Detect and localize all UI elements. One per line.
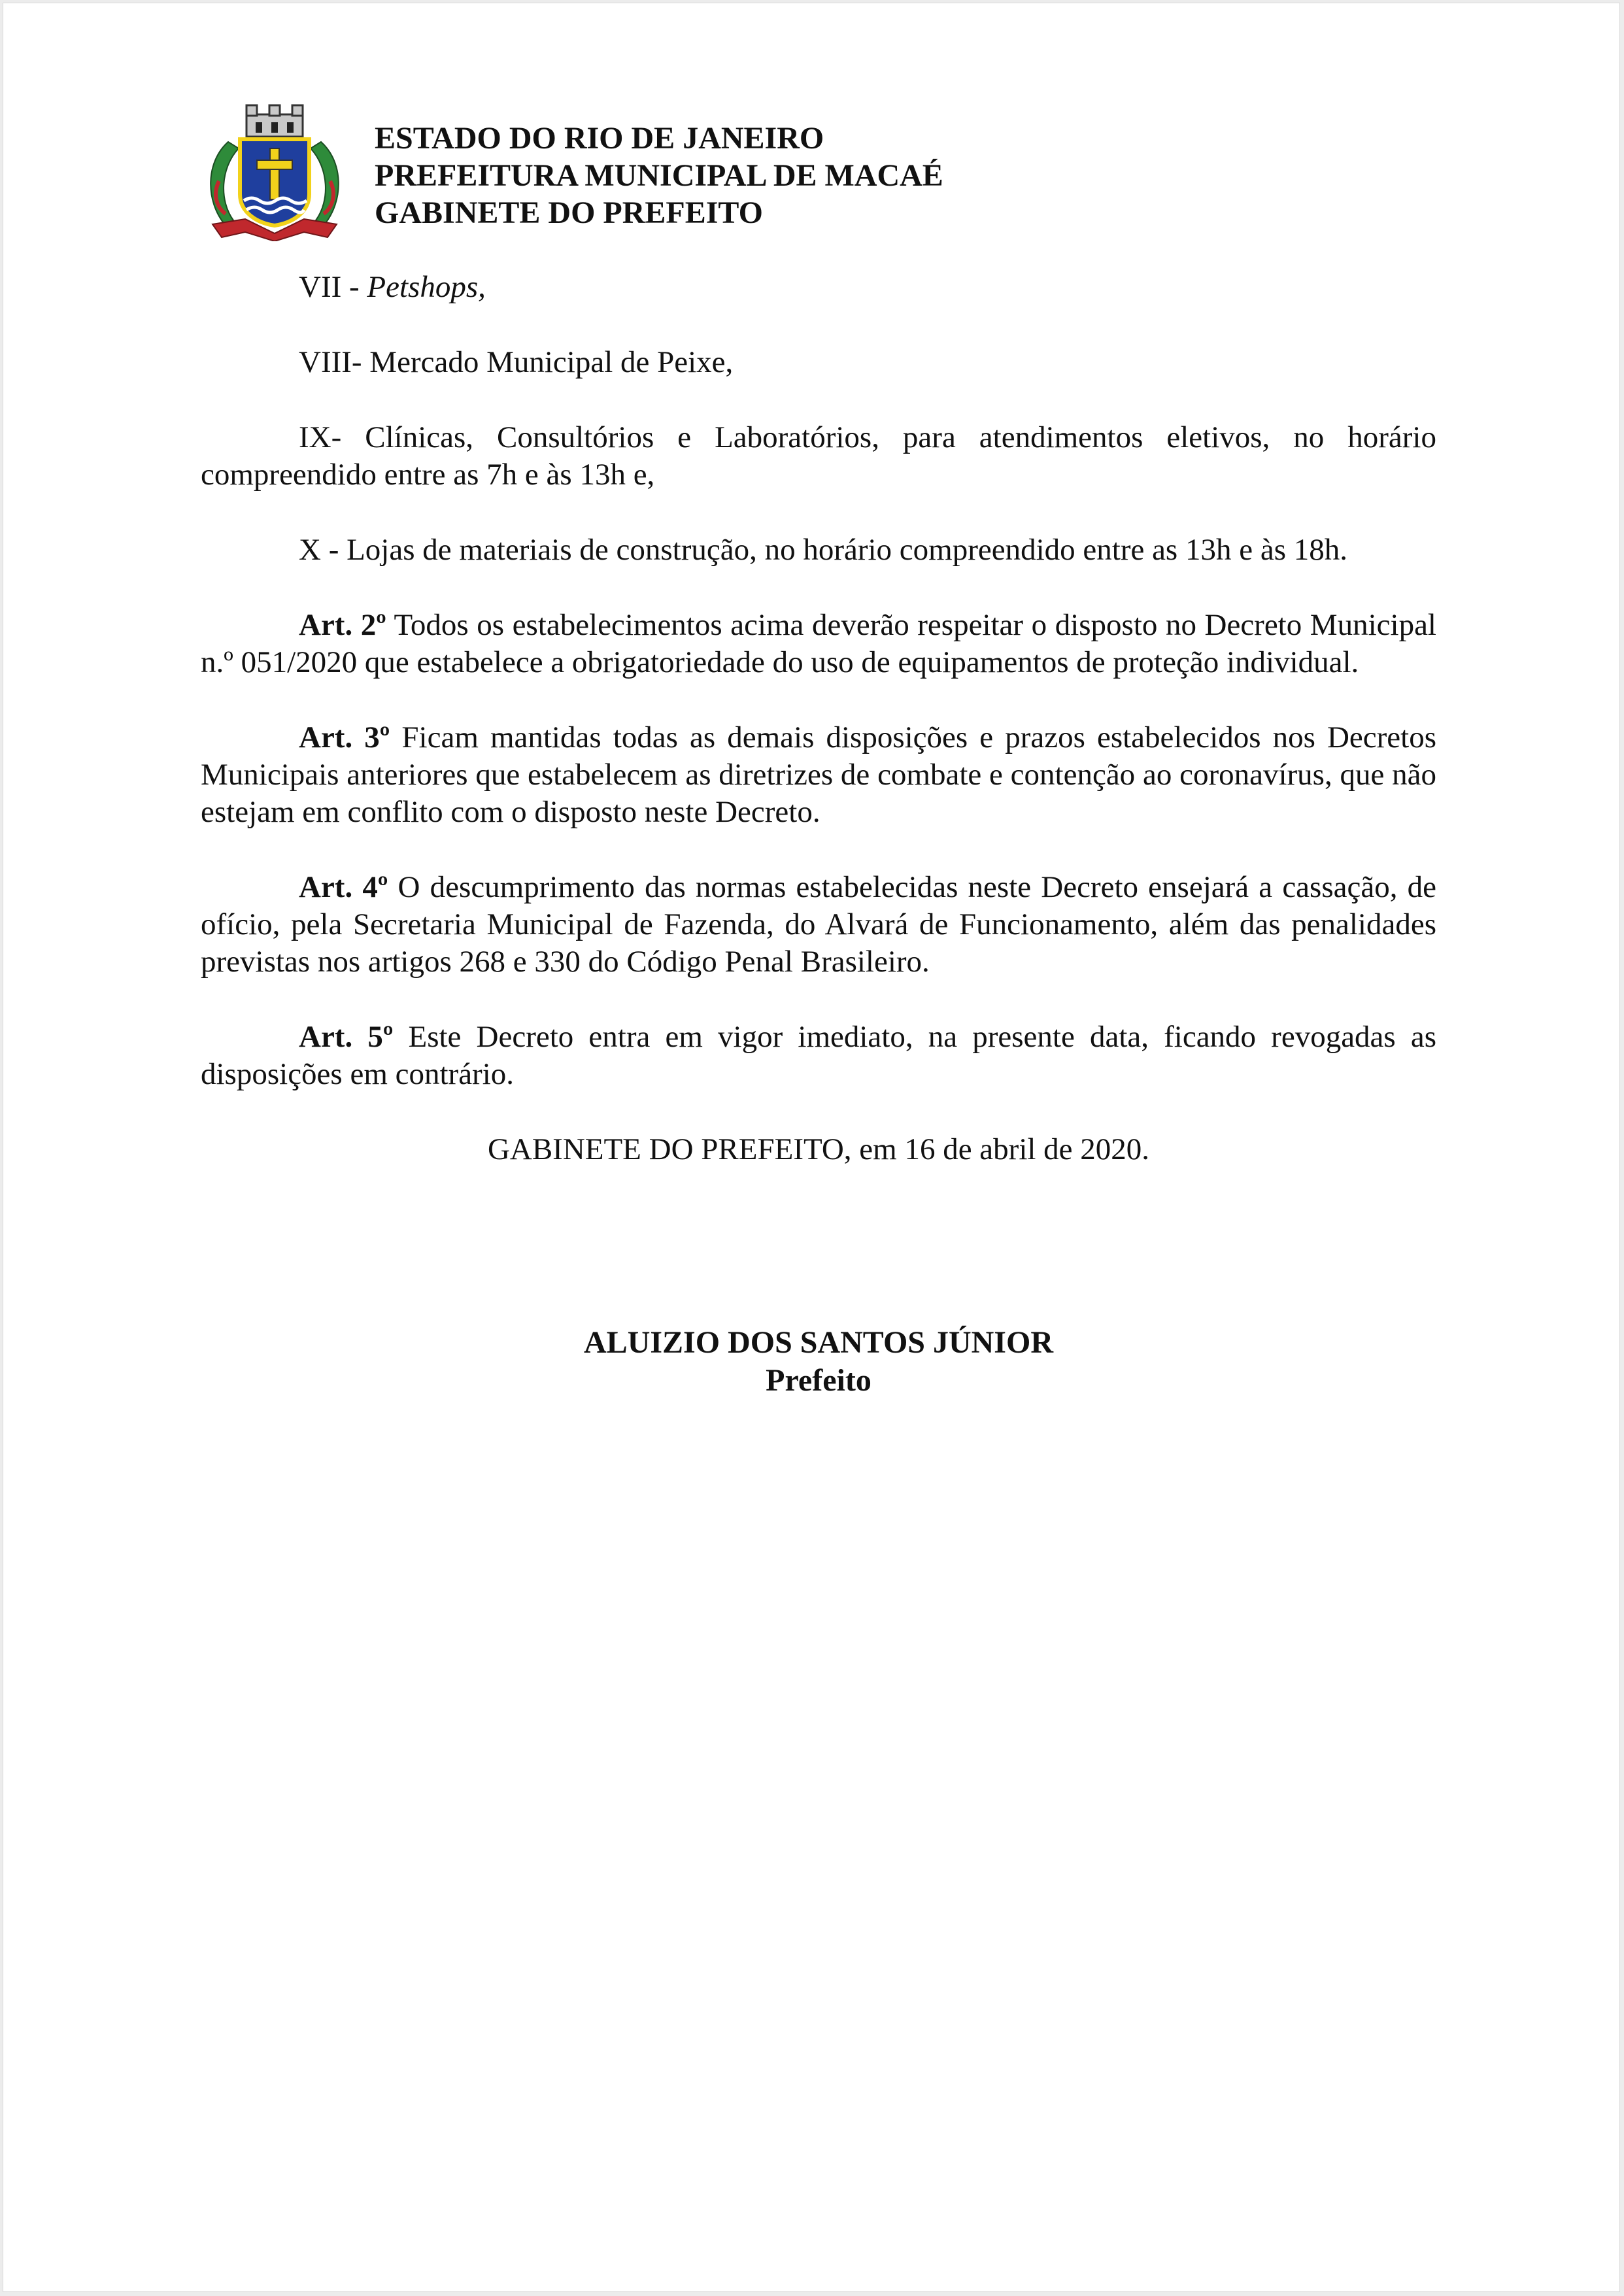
document-header	[375, 120, 943, 231]
article-3	[201, 719, 1436, 831]
article-4	[201, 869, 1436, 981]
item-x: X - Lojas de materiais de construção, no horário compreendido entre as 13h e às 18h.	[299, 533, 1347, 567]
mural-crown-icon	[246, 105, 303, 137]
item-vii-prefix: VII -	[299, 270, 367, 304]
header-prefecture: PREFEITURA MUNICIPAL DE MACAÉ	[375, 158, 943, 193]
item-ix: IX- Clínicas, Consultórios e Laboratórios, para atendimentos eletivos, no horário compreendido entre as 7h e às 13h e,	[201, 420, 1436, 492]
signature-block	[201, 1324, 1436, 1400]
item-vii-italic: Petshops,	[367, 270, 486, 304]
header-office: GABINETE DO PREFEITO	[375, 195, 763, 230]
coat-of-arms-icon	[199, 103, 350, 241]
article-2-label: Art. 2º	[299, 608, 386, 642]
article-3-text: Ficam mantidas todas as demais disposições e prazos estabelecidos nos Decretos Municipais anteriores que estabelecem as diretrizes de combate e contenção ao coronavírus, que não estejam em conflito com o disposto neste Decreto.	[201, 720, 1437, 829]
signatory-name: ALUIZIO DOS SANTOS JÚNIOR	[584, 1325, 1053, 1360]
article-4-label: Art. 4º	[299, 870, 388, 904]
article-2	[201, 607, 1436, 681]
document-page	[3, 3, 1620, 2292]
article-3-label: Art. 3º	[299, 720, 390, 754]
article-2-text: Todos os estabelecimentos acima deverão respeitar o disposto no Decreto Municipal n.º 051/2020 que estabelece a obrigatoriedade do uso de equipamentos de proteção individual.	[201, 608, 1436, 679]
signatory-title: Prefeito	[766, 1363, 871, 1398]
article-5	[201, 1019, 1436, 1093]
item-viii: VIII- Mercado Municipal de Peixe,	[299, 345, 734, 379]
article-4-text: O descumprimento das normas estabelecidas neste Decreto ensejará a cassação, de ofício, pela Secretaria Municipal de Fazenda, do Alvará de Funcionamento, além das penalidades previstas nos artigos 268 e 330 do Código Penal Brasileiro.	[201, 870, 1436, 979]
closing-line: GABINETE DO PREFEITO, em 16 de abril de 2020.	[487, 1132, 1150, 1166]
document-body	[201, 269, 1436, 1168]
item-vii	[201, 269, 1436, 306]
header-state: ESTADO DO RIO DE JANEIRO	[375, 121, 824, 156]
article-5-label: Art. 5º	[299, 1020, 394, 1054]
article-5-text: Este Decreto entra em vigor imediato, na presente data, ficando revogadas as disposições em contrário.	[201, 1020, 1437, 1091]
